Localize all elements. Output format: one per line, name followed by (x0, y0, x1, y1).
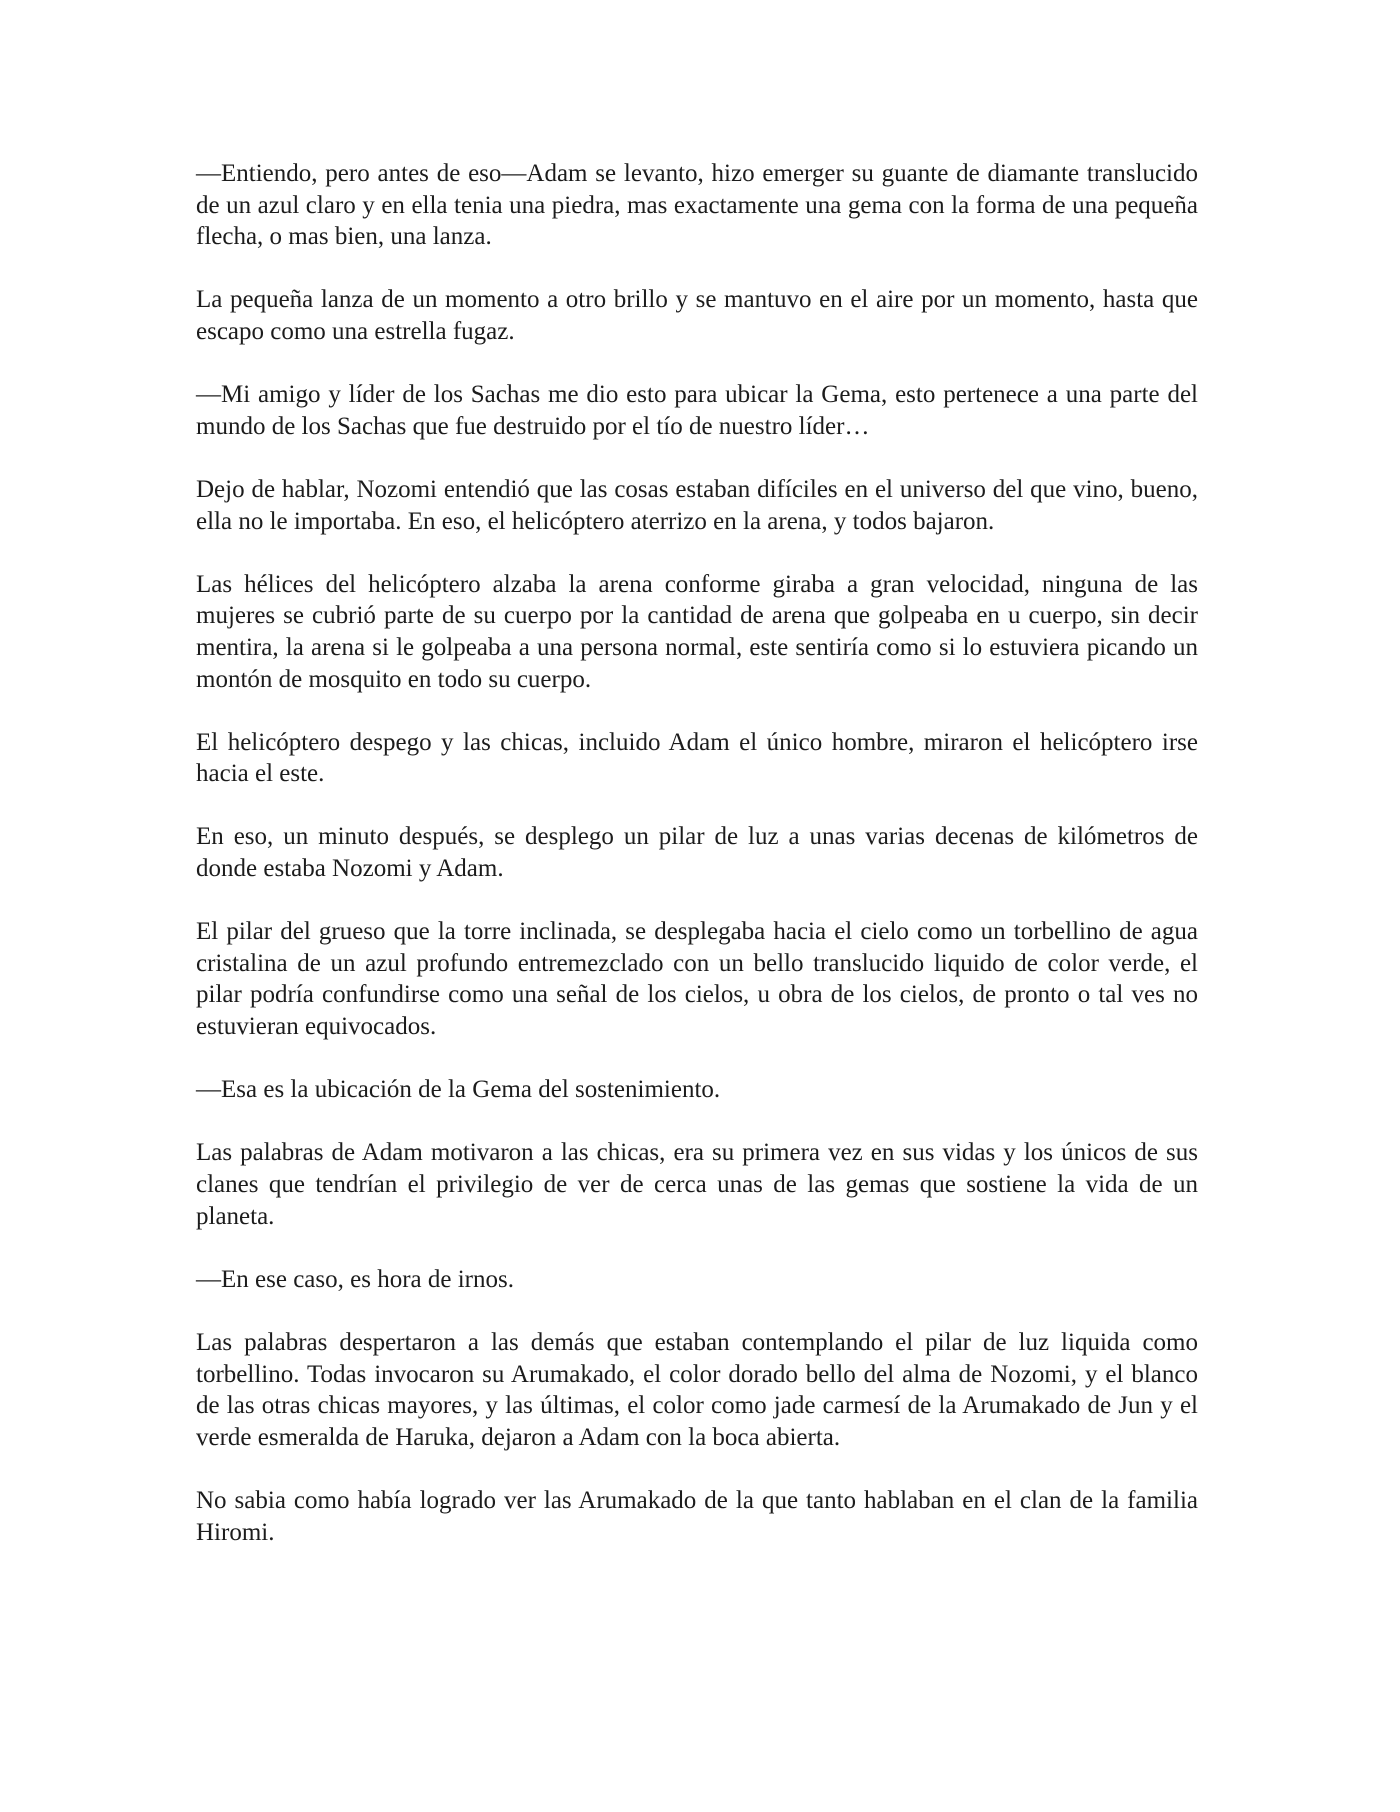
paragraph-2: La pequeña lanza de un momento a otro brillo y se mantuvo en el aire por un momento, hasta que escapo como una estrella fugaz. (196, 286, 1198, 345)
paragraph-12: Las palabras despertaron a las demás que estaban contemplando el pilar de luz liquida como torbellino. Todas invocaron su Arumakado, el color dorado bello del alma de Nozomi, y el blanco de las otras chicas mayores, y las últimas, el color como jade carmesí de la Arumakado de Jun y el verde esmeralda de Haruka, dejaron a Adam con la boca abierta. (196, 1328, 1198, 1451)
document-body (196, 158, 1198, 1548)
paragraph-11: —En ese caso, es hora de irnos. (196, 1265, 514, 1293)
paragraph-5: Las hélices del helicóptero alzaba la arena conforme giraba a gran velocidad, ninguna de las mujeres se cubrió parte de su cuerpo por la cantidad de arena que golpeaba en u cuerpo, sin decir mentira, la arena si le golpeaba a una persona normal, este sentiría como si lo estuviera picando un montón de mosquito en todo su cuerpo. (196, 570, 1198, 693)
paragraph-8: El pilar del grueso que la torre inclinada, se desplegaba hacia el cielo como un torbellino de agua cristalina de un azul profundo entremezclado con un bello translucido liquido de color verde, el pilar podría confundirse como una señal de los cielos, u obra de los cielos, de pronto o tal ves no estuvieran equivocados. (196, 918, 1198, 1041)
paragraph-3: —Mi amigo y líder de los Sachas me dio esto para ubicar la Gema, esto pertenece a una parte del mundo de los Sachas que fue destruido por el tío de nuestro líder… (196, 381, 1198, 440)
paragraph-7: En eso, un minuto después, se desplego un pilar de luz a unas varias decenas de kilómetros de donde estaba Nozomi y Adam. (196, 823, 1198, 883)
paragraph-10: Las palabras de Adam motivaron a las chicas, era su primera vez en sus vidas y los únicos de sus clanes que tendrían el privilegio de ver de cerca unas de las gemas que sostiene la vida de un planeta. (196, 1139, 1198, 1230)
paragraph-1: —Entiendo, pero antes de eso—Adam se levanto, hizo emerger su guante de diamante translucido de un azul claro y en ella tenia una piedra, mas exactamente una gema con la forma de una pequeña flecha, o mas bien, una lanza. (196, 160, 1198, 251)
paragraph-6: El helicóptero despego y las chicas, incluido Adam el único hombre, miraron el helicóptero irse hacia el este. (196, 728, 1198, 788)
paragraph-4: Dejo de hablar, Nozomi entendió que las cosas estaban difíciles en el universo del que vino, bueno, ella no le importaba. En eso, el helicóptero aterrizo en la arena, y todos bajaron. (196, 475, 1198, 535)
paragraph-13: No sabia como había logrado ver las Arumakado de la que tanto hablaban en el clan de la familia Hiromi. (196, 1486, 1198, 1546)
paragraph-9: —Esa es la ubicación de la Gema del sostenimiento. (196, 1076, 721, 1104)
